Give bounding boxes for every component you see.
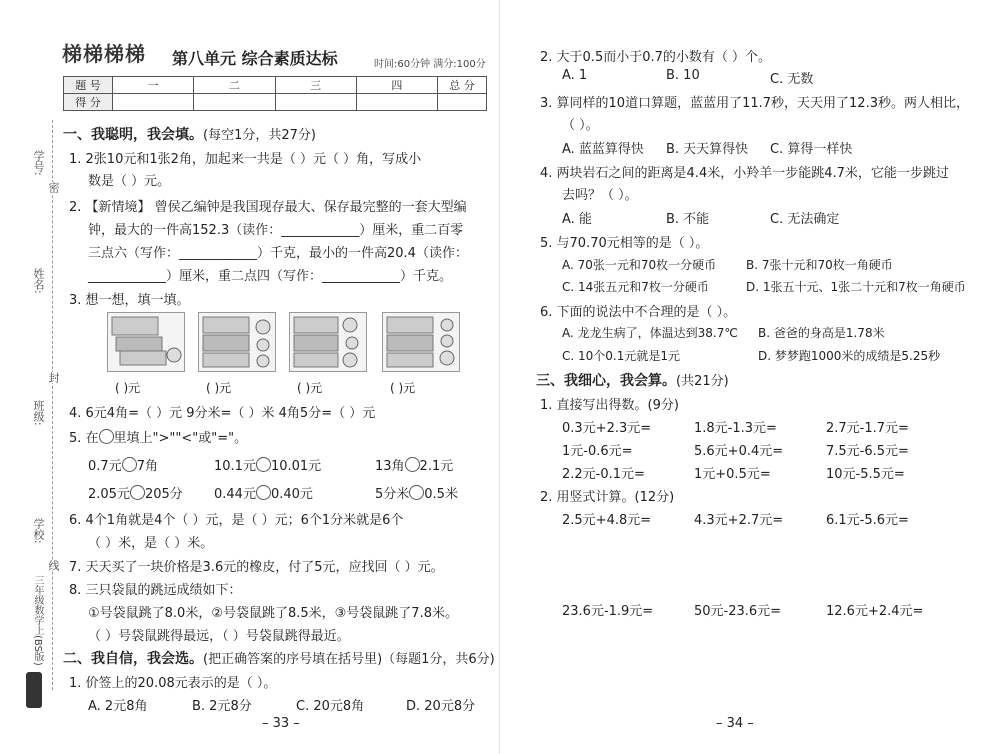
choice-6: 6. 下面的说法中不合理的是（ ）。 — [540, 305, 737, 320]
vertical-calc-item: 2.5元+4.8元= — [562, 513, 652, 528]
compare-item: 0.7元 7角 — [88, 459, 158, 474]
choice-5: 5. 与70.70元相等的是（ ）。 — [540, 236, 709, 251]
cut-line — [52, 120, 53, 690]
choice-1-option-c[interactable]: C. 20元8角 — [296, 699, 365, 714]
vertical-calc-item: 12.6元+2.4元= — [826, 604, 924, 619]
question-1-line2: 数是（ ）元。 — [88, 174, 171, 189]
money-blank-2[interactable]: ( )元 — [206, 381, 232, 395]
vertical-calc-item: 23.6元-1.9元= — [562, 604, 654, 619]
choice-5-option-b[interactable]: B. 7张十元和70枚一角硬币 — [746, 258, 893, 272]
question-8-line2: ①号袋鼠跳了8.0米，②号袋鼠跳了8.5米，③号袋鼠跳了7.8米。 — [88, 606, 458, 621]
section-note: (共21分) — [676, 374, 729, 389]
choice-1-option-a[interactable]: A. 2元8角 — [88, 699, 148, 714]
question-1-line1: 1. 2张10元和1张2角，加起来一共是（ ）元（ ）角，写成小 — [69, 152, 422, 167]
choice-3-option-b[interactable]: B. 天天算得快 — [666, 142, 749, 157]
score-header-cell: 四 — [356, 77, 437, 94]
choice-3-option-c[interactable]: C. 算得一样快 — [770, 142, 853, 157]
calc-part-2-title: 2. 用竖式计算。(12分) — [540, 490, 675, 505]
score-header-cell: 总 分 — [438, 77, 487, 94]
money-blank-3[interactable]: ( )元 — [297, 381, 323, 395]
choice-5-option-d[interactable]: D. 1张五十元、1张二十元和7枚一角硬币 — [746, 280, 966, 294]
book-title-vertical: 三年级数学上(BS版) — [32, 575, 43, 666]
choice-1-option-b[interactable]: B. 2元8分 — [192, 699, 252, 714]
compare-circle[interactable] — [130, 485, 145, 500]
calc-item: 1元+0.5元= — [694, 467, 771, 482]
compare-circle[interactable] — [122, 457, 137, 472]
section-1-title — [63, 124, 316, 144]
question-3: 3. 想一想，填一填。 — [69, 293, 190, 308]
question-6-line2: （ ）米，是（ ）米。 — [88, 536, 214, 551]
choice-3-option-a[interactable]: A. 蓝蓝算得快 — [562, 142, 644, 157]
right-page — [500, 0, 1000, 754]
score-header-cell: 一 — [113, 77, 194, 94]
vertical-calc-item: 50元-23.6元= — [694, 604, 782, 619]
choice-6-option-a[interactable]: A. 龙龙生病了，体温达到38.7℃ — [562, 326, 738, 340]
choice-4-line2: 去吗？（ ）。 — [562, 188, 638, 203]
score-input-cell[interactable] — [275, 94, 356, 111]
brand-logo-icon — [26, 672, 42, 708]
compare-circle[interactable] — [256, 485, 271, 500]
calc-item: 2.2元-0.1元= — [562, 467, 645, 482]
binding-sidebar — [0, 0, 60, 754]
choice-6-option-d[interactable]: D. 梦梦跑1000米的成绩是5.25秒 — [758, 349, 941, 363]
question-2-line2: 钟，最大的一件高152.3（读作：____________）厘米，重二百零 — [88, 223, 464, 238]
compare-item: 13角 2.1元 — [375, 459, 454, 474]
calc-item: 10元-5.5元= — [826, 467, 905, 482]
score-row-label: 得 分 — [64, 94, 113, 111]
page-title: 第八单元 综合素质达标 — [172, 49, 338, 68]
question-2-line4: ____________）厘米，重二点四（写作：____________）千克。 — [88, 269, 453, 284]
score-input-cell[interactable] — [113, 94, 194, 111]
calc-part-1-title: 1. 直接写出得数。(9分) — [540, 398, 679, 413]
section-note: (把正确答案的序号填在括号里)（每题1分，共6分) — [203, 652, 495, 667]
student-id-label: 学号: — [32, 150, 45, 176]
svg-text:梯梯梯梯: 梯梯梯梯 — [62, 42, 146, 66]
vertical-calc-item: 6.1元-5.6元= — [826, 513, 909, 528]
question-6-line1: 6. 4个1角就是4个（ ）元，是（ ）元；6个1分米就是6个 — [69, 513, 404, 528]
choice-4-option-b[interactable]: B. 不能 — [666, 212, 710, 227]
calc-item: 1.8元-1.3元= — [694, 421, 777, 436]
money-group-1-image — [107, 312, 185, 372]
question-8-line1: 8. 三只袋鼠的跳远成绩如下： — [69, 583, 242, 598]
compare-item: 2.05元 205分 — [88, 487, 183, 502]
brand-logo-icon — [60, 40, 146, 66]
calc-item: 5.6元+0.4元= — [694, 444, 784, 459]
calc-item: 2.7元-1.7元= — [826, 421, 909, 436]
question-2-line3: 三点六（写作：____________）千克，最小的一件高20.4（读作： — [88, 246, 468, 261]
compare-circle-icon — [99, 429, 114, 444]
compare-circle[interactable] — [405, 457, 420, 472]
choice-3-line1: 3. 算同样的10道口算题，蓝蓝用了11.7秒，天天用了12.3秒。两人相比， — [540, 96, 969, 111]
compare-item: 0.44元 0.40元 — [214, 487, 313, 502]
score-header-cell: 二 — [194, 77, 275, 94]
question-7: 7. 天天买了一块价格是3.6元的橡皮，付了5元，应找回（ ）元。 — [69, 560, 444, 575]
seal-mark-mi: 密 — [47, 182, 60, 193]
section-title-text: 三、我细心，我会算。 — [536, 373, 676, 389]
choice-2-option-b[interactable]: B. 10 — [666, 68, 700, 83]
time-info: 时间:60分钟 满分:100分 — [374, 59, 486, 70]
money-group-3-image — [289, 312, 367, 372]
money-group-4-image — [382, 312, 460, 372]
question-2-line1: 2. 【新情境】 曾侯乙编钟是我国现存最大、保存最完整的一套大型编 — [69, 200, 467, 215]
section-title-text: 一、我聪明，我会填。 — [63, 127, 203, 143]
score-input-cell[interactable] — [356, 94, 437, 111]
choice-6-option-c[interactable]: C. 10个0.1元就是1元 — [562, 349, 680, 363]
compare-item: 10.1元 10.01元 — [214, 459, 322, 474]
question-4: 4. 6元4角=（ ）元 9分米=（ ）米 4角5分=（ ）元 — [69, 406, 376, 421]
calc-item: 0.3元+2.3元= — [562, 421, 652, 436]
section-3-title — [536, 370, 729, 390]
class-label: 班级: — [32, 400, 45, 426]
money-blank-4[interactable]: ( )元 — [390, 381, 416, 395]
choice-1: 1. 价签上的20.08元表示的是（ ）。 — [69, 676, 277, 691]
compare-circle[interactable] — [409, 485, 424, 500]
section-title-text: 二、我自信，我会选。 — [63, 651, 203, 667]
choice-4-option-c[interactable]: C. 无法确定 — [770, 212, 840, 227]
question-5 — [69, 427, 247, 446]
money-group-2-image — [198, 312, 276, 372]
q5-text-a: 5. 在 — [69, 431, 99, 446]
vertical-calc-item: 4.3元+2.7元= — [694, 513, 784, 528]
q5-text-b: 里填上">""<"或"="。 — [113, 431, 248, 446]
score-input-cell[interactable] — [194, 94, 275, 111]
section-note: (每空1分，共27分) — [203, 128, 316, 143]
score-table — [63, 76, 487, 111]
choice-2-option-a[interactable]: A. 1 — [562, 68, 588, 83]
choice-5-option-c[interactable]: C. 14张五元和7枚一分硬币 — [562, 280, 709, 294]
money-blank-1[interactable]: ( )元 — [115, 381, 141, 395]
page-number: – 33 – — [262, 716, 300, 731]
score-header-cell: 题 号 — [64, 77, 113, 94]
choice-5-option-a[interactable]: A. 70张一元和70枚一分硬币 — [562, 258, 717, 272]
score-header-cell: 三 — [275, 77, 356, 94]
choice-1-option-d[interactable]: D. 20元8分 — [406, 699, 476, 714]
page-number: – 34 – — [716, 716, 754, 731]
seal-mark-xian: 线 — [47, 560, 60, 571]
choice-3-line2: （ ）。 — [562, 118, 599, 133]
section-2-title — [63, 648, 495, 668]
question-8-line3: （ ）号袋鼠跳得最远，（ ）号袋鼠跳得最近。 — [88, 629, 350, 644]
choice-2: 2. 大于0.5而小于0.7的小数有（ ）个。 — [540, 50, 772, 65]
compare-circle[interactable] — [256, 457, 271, 472]
choice-6-option-b[interactable]: B. 爸爸的身高是1.78米 — [758, 326, 885, 340]
calc-item: 7.5元-6.5元= — [826, 444, 909, 459]
seal-mark-feng: 封 — [47, 372, 60, 383]
score-input-cell[interactable] — [438, 94, 487, 111]
compare-item: 5分米 0.5米 — [375, 487, 458, 502]
choice-4-option-a[interactable]: A. 能 — [562, 212, 592, 227]
choice-2-option-c[interactable]: C. 无数 — [770, 72, 814, 87]
choice-4-line1: 4. 两块岩石之间的距离是4.4米，小羚羊一步能跳4.7米，它能一步跳过 — [540, 166, 949, 181]
calc-item: 1元-0.6元= — [562, 444, 633, 459]
name-label: 姓名: — [32, 268, 45, 294]
school-label: 学校: — [32, 518, 45, 544]
